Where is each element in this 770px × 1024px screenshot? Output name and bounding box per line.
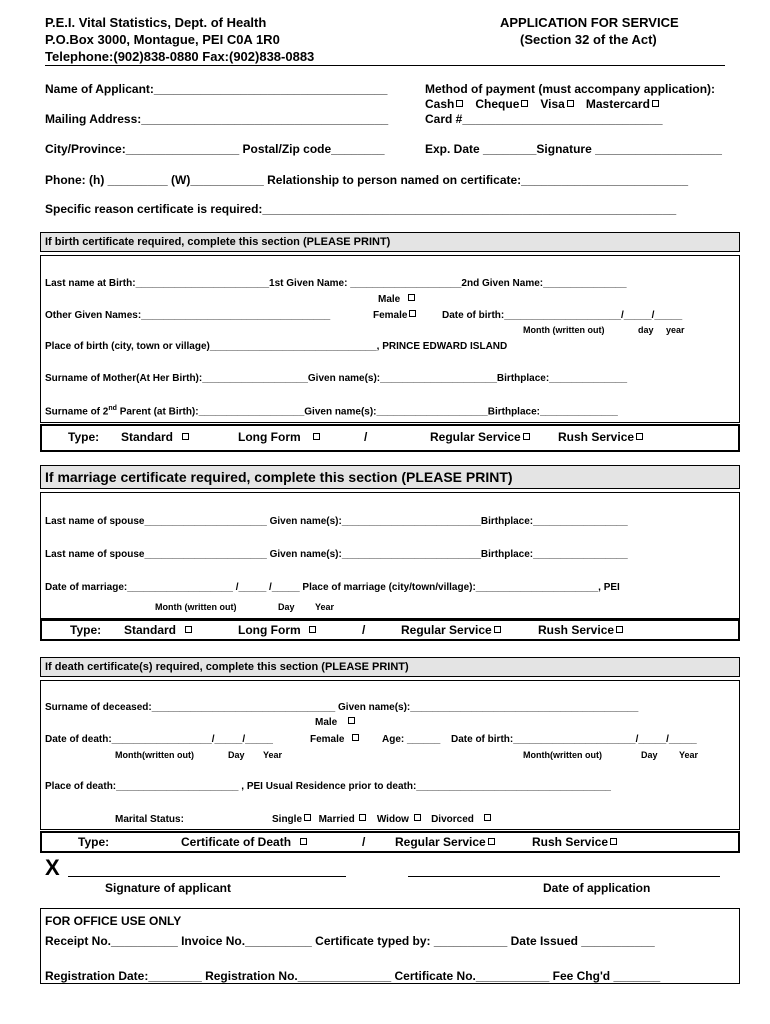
single-label: Single xyxy=(272,814,303,825)
death-type-label: Type: xyxy=(78,835,110,849)
marital-status-label: Marital Status: xyxy=(115,814,184,825)
birth-regular-label: Regular Service xyxy=(430,430,521,444)
birth-standard-checkbox[interactable] xyxy=(182,433,189,440)
signature-x-mark: X xyxy=(45,855,60,880)
widow-label: Widow xyxy=(376,814,409,825)
birth-year-hint: year xyxy=(666,325,685,335)
signature-line[interactable] xyxy=(68,876,346,877)
form-subtitle: (Section 32 of the Act) xyxy=(520,32,657,47)
birth-female-label: Female xyxy=(373,310,408,321)
death-rush-option xyxy=(532,835,619,849)
birth-month-hint: Month (written out) xyxy=(523,325,605,335)
death-age-field[interactable]: Age: ______ xyxy=(382,734,441,745)
cert-death-checkbox[interactable] xyxy=(300,838,307,845)
mastercard-checkbox[interactable] xyxy=(652,100,659,107)
signature-label: Signature of applicant xyxy=(105,881,232,895)
place-of-death-field[interactable]: Place of death:______________________ , PEI Usual Residence prior to death:___________________________________ xyxy=(45,781,611,792)
cash-checkbox[interactable] xyxy=(456,100,463,107)
marriage-day-hint: Day xyxy=(278,602,295,612)
death-rush-label: Rush Service xyxy=(532,835,609,849)
death-section-header xyxy=(40,657,740,677)
death-type-slash: / xyxy=(362,835,366,849)
death-dob-month-hint: Month(written out) xyxy=(523,750,602,760)
death-dob-field[interactable]: Date of birth:______________________/_____/_____ xyxy=(451,734,697,745)
city-postal-field[interactable]: City/Province:_________________ Postal/Zip code________ xyxy=(45,142,385,156)
cheque-checkbox[interactable] xyxy=(521,100,528,107)
marriage-section-title: If marriage certificate required, complete this section (PLEASE PRINT) xyxy=(45,469,513,485)
marriage-rush-checkbox[interactable] xyxy=(616,626,623,633)
death-regular-label: Regular Service xyxy=(395,835,486,849)
death-regular-checkbox[interactable] xyxy=(488,838,495,845)
birth-type-slash: / xyxy=(364,430,368,444)
date-of-death-field[interactable]: Date of death:__________________/_____/_____ xyxy=(45,734,273,745)
place-of-birth-field[interactable]: Place of birth (city, town or village)______________________________, PRINCE EDWARD ISLAND xyxy=(45,341,508,352)
cert-death-label: Certificate of Death xyxy=(181,835,292,849)
marital-options xyxy=(272,814,493,825)
birth-section-title: If birth certificate required, complete this section (PLEASE PRINT) xyxy=(45,236,391,248)
death-type-box xyxy=(40,831,740,853)
death-month-hint: Month(written out) xyxy=(115,750,194,760)
single-checkbox[interactable] xyxy=(304,814,311,821)
org-name: P.E.I. Vital Statistics, Dept. of Health xyxy=(45,15,267,30)
marriage-longform-label: Long Form xyxy=(238,623,301,637)
death-male-label: Male xyxy=(315,717,338,728)
office-use-title: FOR OFFICE USE ONLY xyxy=(45,914,182,928)
death-year-hint: Year xyxy=(263,750,283,760)
birth-longform-checkbox[interactable] xyxy=(313,433,320,440)
marriage-longform-option xyxy=(238,623,318,637)
org-address: P.O.Box 3000, Montague, PEI C0A 1R0 xyxy=(45,32,280,47)
marriage-longform-checkbox[interactable] xyxy=(309,626,316,633)
marriage-date-place-field[interactable]: Date of marriage:___________________ /_____ /_____ Place of marriage (city/town/village):______________________, PEI xyxy=(45,582,620,593)
divorced-label: Divorced xyxy=(431,814,474,825)
death-male-checkbox[interactable] xyxy=(348,717,355,724)
parent2-label-sup: nd xyxy=(108,405,117,412)
visa-label: Visa xyxy=(540,97,565,111)
spouse2-field[interactable]: Last name of spouse______________________ Given name(s):_________________________Birthplace:_________________ xyxy=(45,549,628,560)
birth-male-checkbox[interactable] xyxy=(408,294,415,301)
birth-female-option xyxy=(373,310,418,321)
married-label: Married xyxy=(318,814,355,825)
date-application-label: Date of application xyxy=(543,881,651,895)
marriage-rush-option xyxy=(538,623,625,637)
parent2-label-post: Parent (at Birth):___________________Given name(s):____________________Birthplace:______________ xyxy=(116,406,618,418)
office-row-receipt[interactable]: Receipt No.__________ Invoice No.__________ Certificate typed by: ___________ Date Issued ___________ xyxy=(45,934,655,948)
payment-method-label: Method of payment (must accompany application): xyxy=(425,82,716,96)
marriage-type-slash: / xyxy=(362,623,366,637)
cash-label: Cash xyxy=(425,97,455,111)
marriage-rush-label: Rush Service xyxy=(538,623,615,637)
marriage-regular-option xyxy=(401,623,503,637)
cert-death-option xyxy=(181,835,309,849)
death-dob-day-hint: Day xyxy=(641,750,658,760)
birth-section-header xyxy=(40,232,740,252)
marriage-regular-label: Regular Service xyxy=(401,623,492,637)
birth-day-hint: day xyxy=(638,325,654,335)
death-male-option xyxy=(315,717,357,728)
marriage-standard-checkbox[interactable] xyxy=(185,626,192,633)
birth-dob-field[interactable]: Date of birth:_____________________/_____/_____ xyxy=(442,310,683,321)
widow-checkbox[interactable] xyxy=(414,814,421,821)
death-female-checkbox[interactable] xyxy=(352,734,359,741)
other-given-names-field[interactable]: Other Given Names:__________________________________ xyxy=(45,310,331,321)
birth-female-checkbox[interactable] xyxy=(409,310,416,317)
deceased-surname-field[interactable]: Surname of deceased:_________________________________ Given name(s):_________________________________________ xyxy=(45,702,639,713)
reason-field[interactable]: Specific reason certificate is required:______________________________________________________________ xyxy=(45,202,677,216)
death-day-hint: Day xyxy=(228,750,245,760)
death-regular-option xyxy=(395,835,497,849)
marriage-standard-label: Standard xyxy=(124,623,177,637)
birth-last-name-field[interactable]: Last name at Birth:________________________1st Given Name: ____________________2nd Given Name:_______________ xyxy=(45,278,627,289)
birth-rush-checkbox[interactable] xyxy=(636,433,643,440)
mailing-address-field[interactable]: Mailing Address:_____________________________________ xyxy=(45,112,389,126)
death-female-label: Female xyxy=(310,734,345,745)
birth-regular-checkbox[interactable] xyxy=(523,433,530,440)
marriage-month-hint: Month (written out) xyxy=(155,602,237,612)
birth-longform-label: Long Form xyxy=(238,430,301,444)
org-phone: Telephone:(902)838-0880 Fax:(902)838-0883 xyxy=(45,49,315,64)
birth-rush-option xyxy=(558,430,645,444)
death-section-title: If death certificate(s) required, complete this section (PLEASE PRINT) xyxy=(45,661,409,673)
marriage-year-hint: Year xyxy=(315,602,335,612)
parent2-label-pre: Surname of 2 xyxy=(45,406,109,418)
birth-male-option xyxy=(378,294,417,305)
office-row-registration[interactable]: Registration Date:________ Registration No.______________ Certificate No.___________ Fee Chg'd _______ xyxy=(45,969,661,983)
marriage-section-header xyxy=(40,465,740,489)
cheque-label: Cheque xyxy=(475,97,520,111)
marriage-type-label: Type: xyxy=(70,623,102,637)
mastercard-label: Mastercard xyxy=(585,97,650,111)
marriage-standard-option xyxy=(124,623,194,637)
spouse1-field[interactable]: Last name of spouse______________________ Given name(s):_________________________Birthplace:_________________ xyxy=(45,516,628,527)
payment-options xyxy=(425,97,661,111)
death-female-option xyxy=(310,734,361,745)
death-dob-year-hint: Year xyxy=(679,750,699,760)
birth-type-label: Type: xyxy=(68,430,100,444)
birth-standard-label: Standard xyxy=(121,430,174,444)
birth-male-label: Male xyxy=(378,294,401,305)
birth-regular-option xyxy=(430,430,532,444)
married-checkbox[interactable] xyxy=(359,814,366,821)
parent2-surname-field[interactable] xyxy=(45,405,618,417)
death-rush-checkbox[interactable] xyxy=(610,838,617,845)
date-of-application-line[interactable] xyxy=(408,876,720,877)
card-number-field[interactable]: Card #______________________________ xyxy=(425,112,663,126)
divorced-checkbox[interactable] xyxy=(484,814,491,821)
header-divider xyxy=(45,65,725,66)
visa-checkbox[interactable] xyxy=(567,100,574,107)
applicant-name-field[interactable]: Name of Applicant:___________________________________ xyxy=(45,82,388,96)
form-title: APPLICATION FOR SERVICE xyxy=(500,15,679,30)
exp-signature-field[interactable]: Exp. Date ________Signature ___________________ xyxy=(425,142,722,156)
mother-surname-field[interactable]: Surname of Mother(At Her Birth):___________________Given name(s):_____________________Birthplace:______________ xyxy=(45,373,628,384)
birth-longform-option xyxy=(238,430,322,444)
birth-rush-label: Rush Service xyxy=(558,430,635,444)
marriage-regular-checkbox[interactable] xyxy=(494,626,501,633)
birth-standard-option xyxy=(121,430,191,444)
phone-field[interactable]: Phone: (h) _________ (W)___________ Relationship to person named on certificate:_________________________ xyxy=(45,173,689,187)
